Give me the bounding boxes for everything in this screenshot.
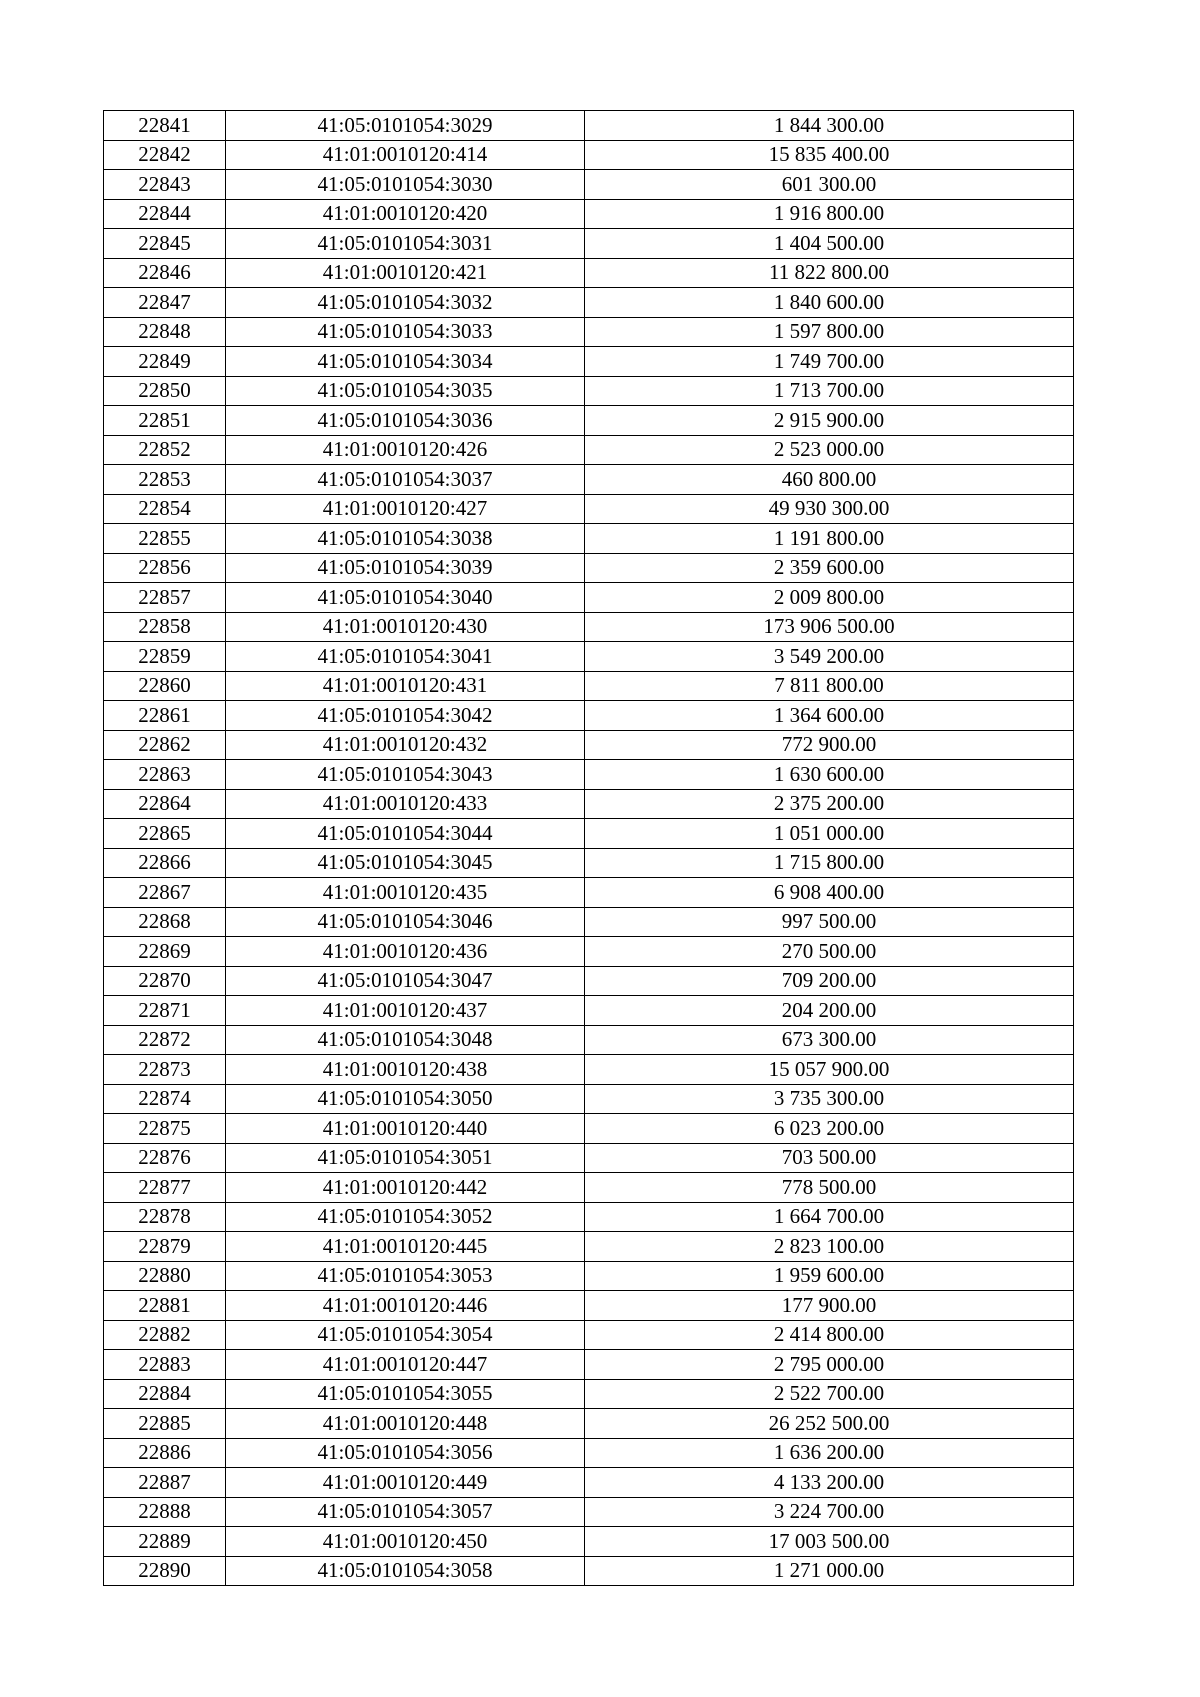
cadastral-number-cell: 41:05:0101054:3044	[226, 819, 585, 849]
row-number-cell: 22845	[104, 229, 226, 259]
cadastral-number-cell: 41:05:0101054:3030	[226, 170, 585, 200]
table-row	[104, 1409, 1074, 1439]
cadastral-number-cell: 41:05:0101054:3040	[226, 583, 585, 613]
table-row	[104, 848, 1074, 878]
table-row	[104, 1556, 1074, 1586]
table-row	[104, 288, 1074, 318]
cadastral-number-cell: 41:01:0010120:450	[226, 1527, 585, 1557]
cadastral-value-cell: 709 200.00	[585, 966, 1074, 996]
row-number-cell: 22884	[104, 1379, 226, 1409]
cadastral-number-cell: 41:05:0101054:3036	[226, 406, 585, 436]
cadastral-value-cell: 3 224 700.00	[585, 1497, 1074, 1527]
cadastral-number-cell: 41:05:0101054:3032	[226, 288, 585, 318]
cadastral-value-cell: 601 300.00	[585, 170, 1074, 200]
table-row	[104, 524, 1074, 554]
table-row	[104, 347, 1074, 377]
row-number-cell: 22843	[104, 170, 226, 200]
row-number-cell: 22885	[104, 1409, 226, 1439]
cadastral-value-cell: 1 713 700.00	[585, 376, 1074, 406]
row-number-cell: 22886	[104, 1438, 226, 1468]
row-number-cell: 22854	[104, 494, 226, 524]
row-number-cell: 22850	[104, 376, 226, 406]
table-row	[104, 1350, 1074, 1380]
cadastral-number-cell: 41:01:0010120:442	[226, 1173, 585, 1203]
table-row	[104, 1202, 1074, 1232]
row-number-cell: 22847	[104, 288, 226, 318]
cadastral-number-cell: 41:05:0101054:3048	[226, 1025, 585, 1055]
cadastral-value-cell: 1 715 800.00	[585, 848, 1074, 878]
table-row	[104, 199, 1074, 229]
table-row	[104, 170, 1074, 200]
table-row	[104, 642, 1074, 672]
cadastral-number-cell: 41:05:0101054:3029	[226, 111, 585, 141]
table-row	[104, 1320, 1074, 1350]
row-number-cell: 22849	[104, 347, 226, 377]
cadastral-number-cell: 41:05:0101054:3053	[226, 1261, 585, 1291]
table-row	[104, 376, 1074, 406]
row-number-cell: 22869	[104, 937, 226, 967]
table-row	[104, 1438, 1074, 1468]
row-number-cell: 22867	[104, 878, 226, 908]
cadastral-value-cell: 1 664 700.00	[585, 1202, 1074, 1232]
table-row	[104, 612, 1074, 642]
row-number-cell: 22870	[104, 966, 226, 996]
cadastral-value-cell: 2 915 900.00	[585, 406, 1074, 436]
cadastral-number-cell: 41:01:0010120:437	[226, 996, 585, 1026]
table-row	[104, 1497, 1074, 1527]
cadastral-number-cell: 41:01:0010120:420	[226, 199, 585, 229]
cadastral-value-cell: 204 200.00	[585, 996, 1074, 1026]
cadastral-value-cell: 2 523 000.00	[585, 435, 1074, 465]
row-number-cell: 22848	[104, 317, 226, 347]
row-number-cell: 22864	[104, 789, 226, 819]
cadastral-value-cell: 270 500.00	[585, 937, 1074, 967]
cadastral-number-cell: 41:05:0101054:3056	[226, 1438, 585, 1468]
row-number-cell: 22844	[104, 199, 226, 229]
cadastral-value-cell: 173 906 500.00	[585, 612, 1074, 642]
cadastral-number-cell: 41:01:0010120:447	[226, 1350, 585, 1380]
row-number-cell: 22890	[104, 1556, 226, 1586]
cadastral-number-cell: 41:01:0010120:438	[226, 1055, 585, 1085]
cadastral-value-cell: 3 735 300.00	[585, 1084, 1074, 1114]
cadastral-value-cell: 1 191 800.00	[585, 524, 1074, 554]
row-number-cell: 22871	[104, 996, 226, 1026]
table-row	[104, 907, 1074, 937]
row-number-cell: 22863	[104, 760, 226, 790]
cadastral-number-cell: 41:05:0101054:3039	[226, 553, 585, 583]
cadastral-number-cell: 41:05:0101054:3041	[226, 642, 585, 672]
table-row	[104, 494, 1074, 524]
table-row	[104, 996, 1074, 1026]
cadastral-value-cell: 3 549 200.00	[585, 642, 1074, 672]
cadastral-number-cell: 41:05:0101054:3058	[226, 1556, 585, 1586]
row-number-cell: 22857	[104, 583, 226, 613]
row-number-cell: 22873	[104, 1055, 226, 1085]
cadastral-value-cell: 4 133 200.00	[585, 1468, 1074, 1498]
table-row	[104, 1527, 1074, 1557]
cadastral-number-cell: 41:01:0010120:421	[226, 258, 585, 288]
cadastral-number-cell: 41:01:0010120:449	[226, 1468, 585, 1498]
cadastral-value-cell: 2 414 800.00	[585, 1320, 1074, 1350]
cadastral-number-cell: 41:05:0101054:3035	[226, 376, 585, 406]
cadastral-value-cell: 17 003 500.00	[585, 1527, 1074, 1557]
cadastral-value-cell: 1 630 600.00	[585, 760, 1074, 790]
row-number-cell: 22866	[104, 848, 226, 878]
row-number-cell: 22859	[104, 642, 226, 672]
table-row	[104, 1232, 1074, 1262]
table-body	[104, 111, 1074, 1586]
row-number-cell: 22868	[104, 907, 226, 937]
cadastral-number-cell: 41:05:0101054:3042	[226, 701, 585, 731]
table-row	[104, 465, 1074, 495]
cadastral-value-cell: 1 840 600.00	[585, 288, 1074, 318]
table-row	[104, 1468, 1074, 1498]
cadastral-number-cell: 41:01:0010120:433	[226, 789, 585, 819]
table-row	[104, 937, 1074, 967]
row-number-cell: 22865	[104, 819, 226, 849]
table-row	[104, 258, 1074, 288]
cadastral-number-cell: 41:01:0010120:414	[226, 140, 585, 170]
cadastral-value-cell: 703 500.00	[585, 1143, 1074, 1173]
cadastral-value-cell: 2 823 100.00	[585, 1232, 1074, 1262]
row-number-cell: 22883	[104, 1350, 226, 1380]
cadastral-number-cell: 41:01:0010120:435	[226, 878, 585, 908]
cadastral-value-cell: 778 500.00	[585, 1173, 1074, 1203]
cadastral-number-cell: 41:01:0010120:445	[226, 1232, 585, 1262]
cadastral-number-cell: 41:05:0101054:3031	[226, 229, 585, 259]
row-number-cell: 22851	[104, 406, 226, 436]
cadastral-value-cell: 11 822 800.00	[585, 258, 1074, 288]
cadastral-value-cell: 7 811 800.00	[585, 671, 1074, 701]
row-number-cell: 22880	[104, 1261, 226, 1291]
cadastral-value-cell: 1 404 500.00	[585, 229, 1074, 259]
cadastral-value-cell: 1 959 600.00	[585, 1261, 1074, 1291]
cadastral-value-cell: 2 795 000.00	[585, 1350, 1074, 1380]
cadastral-number-cell: 41:05:0101054:3045	[226, 848, 585, 878]
table-row	[104, 701, 1074, 731]
cadastral-number-cell: 41:05:0101054:3055	[226, 1379, 585, 1409]
table-row	[104, 435, 1074, 465]
row-number-cell: 22861	[104, 701, 226, 731]
cadastral-number-cell: 41:01:0010120:430	[226, 612, 585, 642]
cadastral-number-cell: 41:05:0101054:3038	[226, 524, 585, 554]
row-number-cell: 22852	[104, 435, 226, 465]
cadastral-number-cell: 41:01:0010120:446	[226, 1291, 585, 1321]
cadastral-value-cell: 49 930 300.00	[585, 494, 1074, 524]
cadastral-value-cell: 177 900.00	[585, 1291, 1074, 1321]
row-number-cell: 22889	[104, 1527, 226, 1557]
row-number-cell: 22856	[104, 553, 226, 583]
cadastral-number-cell: 41:01:0010120:436	[226, 937, 585, 967]
table-row	[104, 819, 1074, 849]
table-row	[104, 1025, 1074, 1055]
cadastral-value-table	[103, 110, 1074, 1586]
table-row	[104, 966, 1074, 996]
row-number-cell: 22846	[104, 258, 226, 288]
cadastral-value-cell: 15 057 900.00	[585, 1055, 1074, 1085]
row-number-cell: 22878	[104, 1202, 226, 1232]
row-number-cell: 22858	[104, 612, 226, 642]
cadastral-number-cell: 41:05:0101054:3051	[226, 1143, 585, 1173]
cadastral-number-cell: 41:01:0010120:427	[226, 494, 585, 524]
cadastral-value-cell: 997 500.00	[585, 907, 1074, 937]
cadastral-number-cell: 41:05:0101054:3047	[226, 966, 585, 996]
table-row	[104, 1173, 1074, 1203]
cadastral-value-cell: 1 844 300.00	[585, 111, 1074, 141]
table-row	[104, 760, 1074, 790]
cadastral-number-cell: 41:05:0101054:3043	[226, 760, 585, 790]
cadastral-value-cell: 1 271 000.00	[585, 1556, 1074, 1586]
cadastral-value-cell: 1 597 800.00	[585, 317, 1074, 347]
cadastral-value-cell: 460 800.00	[585, 465, 1074, 495]
table-row	[104, 1114, 1074, 1144]
table-row	[104, 1291, 1074, 1321]
table-row	[104, 1084, 1074, 1114]
cadastral-number-cell: 41:05:0101054:3033	[226, 317, 585, 347]
cadastral-value-cell: 1 916 800.00	[585, 199, 1074, 229]
cadastral-value-cell: 15 835 400.00	[585, 140, 1074, 170]
cadastral-number-cell: 41:01:0010120:431	[226, 671, 585, 701]
table-row	[104, 671, 1074, 701]
cadastral-number-cell: 41:01:0010120:432	[226, 730, 585, 760]
cadastral-number-cell: 41:05:0101054:3050	[226, 1084, 585, 1114]
table-row	[104, 583, 1074, 613]
cadastral-number-cell: 41:05:0101054:3046	[226, 907, 585, 937]
row-number-cell: 22887	[104, 1468, 226, 1498]
table-row	[104, 229, 1074, 259]
cadastral-number-cell: 41:05:0101054:3052	[226, 1202, 585, 1232]
table-row	[104, 317, 1074, 347]
cadastral-value-cell: 6 908 400.00	[585, 878, 1074, 908]
cadastral-value-cell: 2 375 200.00	[585, 789, 1074, 819]
row-number-cell: 22853	[104, 465, 226, 495]
cadastral-value-cell: 772 900.00	[585, 730, 1074, 760]
row-number-cell: 22860	[104, 671, 226, 701]
row-number-cell: 22855	[104, 524, 226, 554]
cadastral-value-cell: 2 359 600.00	[585, 553, 1074, 583]
row-number-cell: 22888	[104, 1497, 226, 1527]
cadastral-value-cell: 26 252 500.00	[585, 1409, 1074, 1439]
cadastral-value-cell: 1 749 700.00	[585, 347, 1074, 377]
row-number-cell: 22882	[104, 1320, 226, 1350]
row-number-cell: 22872	[104, 1025, 226, 1055]
cadastral-value-cell: 2 009 800.00	[585, 583, 1074, 613]
table-row	[104, 878, 1074, 908]
table-row	[104, 111, 1074, 141]
table-row	[104, 1143, 1074, 1173]
cadastral-value-cell: 6 023 200.00	[585, 1114, 1074, 1144]
row-number-cell: 22877	[104, 1173, 226, 1203]
cadastral-number-cell: 41:01:0010120:440	[226, 1114, 585, 1144]
table-row	[104, 553, 1074, 583]
row-number-cell: 22881	[104, 1291, 226, 1321]
table-row	[104, 140, 1074, 170]
row-number-cell: 22862	[104, 730, 226, 760]
cadastral-number-cell: 41:01:0010120:426	[226, 435, 585, 465]
row-number-cell: 22841	[104, 111, 226, 141]
cadastral-number-cell: 41:05:0101054:3037	[226, 465, 585, 495]
cadastral-value-cell: 1 364 600.00	[585, 701, 1074, 731]
table-row	[104, 1261, 1074, 1291]
table-row	[104, 1379, 1074, 1409]
row-number-cell: 22874	[104, 1084, 226, 1114]
row-number-cell: 22875	[104, 1114, 226, 1144]
cadastral-number-cell: 41:05:0101054:3034	[226, 347, 585, 377]
cadastral-number-cell: 41:05:0101054:3057	[226, 1497, 585, 1527]
table-row	[104, 406, 1074, 436]
row-number-cell: 22879	[104, 1232, 226, 1262]
table-row	[104, 789, 1074, 819]
table-row	[104, 1055, 1074, 1085]
row-number-cell: 22876	[104, 1143, 226, 1173]
cadastral-value-cell: 2 522 700.00	[585, 1379, 1074, 1409]
cadastral-number-cell: 41:01:0010120:448	[226, 1409, 585, 1439]
cadastral-value-cell: 673 300.00	[585, 1025, 1074, 1055]
cadastral-value-cell: 1 636 200.00	[585, 1438, 1074, 1468]
row-number-cell: 22842	[104, 140, 226, 170]
cadastral-number-cell: 41:05:0101054:3054	[226, 1320, 585, 1350]
table-row	[104, 730, 1074, 760]
cadastral-value-cell: 1 051 000.00	[585, 819, 1074, 849]
